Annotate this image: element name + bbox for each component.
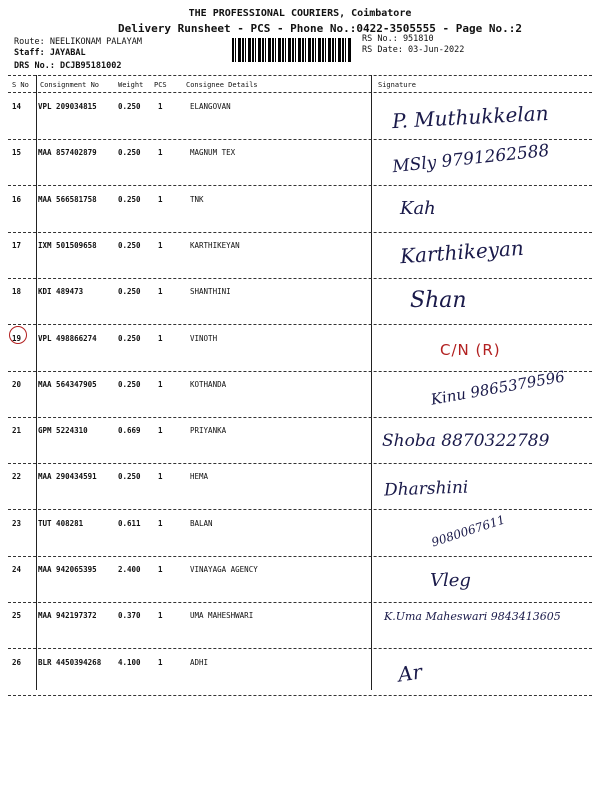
- consignment-number: IXM 501509658: [38, 240, 97, 250]
- table-row: [8, 234, 592, 279]
- row-sno: 17: [12, 240, 22, 250]
- consignee-name: ELANGOVAN: [190, 102, 231, 111]
- table-row: [8, 95, 592, 140]
- pcs-count: 1: [158, 102, 163, 111]
- signature: 9080067611: [429, 512, 507, 550]
- col-header-sno: S No: [12, 81, 29, 89]
- table-row: [8, 604, 592, 649]
- weight-value: 0.250: [118, 287, 141, 297]
- consignee-name: MAGNUM TEX: [190, 148, 236, 158]
- consignment-number: MAA 857402879: [38, 148, 97, 158]
- pcs-count: 1: [158, 518, 163, 528]
- col-header-weight: Weight: [118, 81, 144, 89]
- weight-value: 0.370: [118, 611, 141, 621]
- weight-value: 0.250: [118, 379, 141, 389]
- consignment-number: VPL 209034815: [38, 102, 97, 111]
- consignee-name: SHANTHINI: [190, 287, 231, 297]
- table-row: [8, 512, 592, 557]
- table-row: [8, 419, 592, 464]
- consignment-number: MAA 290434591: [38, 472, 97, 482]
- table-row: [8, 141, 592, 186]
- pcs-count: 1: [158, 611, 163, 621]
- consignee-name: KOTHANDA: [190, 379, 227, 389]
- row-sno: 15: [12, 148, 22, 158]
- consignment-number: MAA 566581758: [38, 194, 97, 204]
- weight-value: 2.400: [118, 565, 141, 574]
- document-title: THE PROFESSIONAL COURIERS, Coimbatore: [188, 8, 412, 19]
- row-sno: 14: [12, 102, 22, 111]
- weight-value: 0.250: [118, 148, 141, 158]
- consignee-name: TNK: [190, 194, 204, 204]
- weight-value: 0.250: [118, 102, 141, 111]
- table-row: [8, 558, 592, 603]
- weight-value: 0.250: [118, 472, 141, 482]
- consignee-name: ADHI: [190, 657, 209, 667]
- pcs-count: 1: [158, 565, 163, 574]
- row-sno: 18: [12, 287, 22, 297]
- signature: MSly 9791262588: [391, 141, 551, 178]
- runsheet-subtitle: Delivery Runsheet - PCS - Phone No.:0422-3505555 - Page No.:2: [118, 22, 522, 35]
- consignment-number: MAA 942065395: [38, 565, 97, 574]
- row-sno: 16: [12, 194, 22, 204]
- pcs-count: 1: [158, 287, 163, 297]
- pcs-count: 1: [158, 472, 163, 482]
- table-row: [8, 327, 592, 372]
- weight-value: 4.100: [118, 657, 141, 667]
- route-label: Route: NEELIKONAM PALAYAM: [14, 37, 142, 47]
- signature: K.Uma Maheswari 9843413605: [384, 610, 561, 624]
- row-sno: 24: [12, 565, 22, 574]
- weight-value: 0.250: [118, 333, 141, 343]
- consignment-number: TUT 408281: [38, 518, 84, 528]
- marked-circle: [9, 326, 27, 344]
- col-header-details: Consignee Details: [186, 81, 258, 89]
- consignee-name: KARTHIKEYAN: [190, 240, 240, 250]
- barcode-image: [232, 38, 352, 62]
- consignment-number: MAA 564347905: [38, 379, 97, 389]
- col-header-signature: Signature: [378, 81, 416, 89]
- row-sno: 26: [12, 657, 22, 667]
- consignee-name: VINAYAGA AGENCY: [190, 565, 258, 574]
- consignee-name: VINOTH: [190, 333, 218, 343]
- drs-number: DRS No.: DCJB95181002: [14, 61, 122, 71]
- signature: Kinu 9865379596: [429, 367, 567, 409]
- signature: Vleg: [430, 570, 471, 591]
- table-row: [8, 651, 592, 696]
- table-row: [8, 465, 592, 510]
- row-sno: 20: [12, 379, 22, 389]
- pcs-count: 1: [158, 333, 163, 343]
- consignment-number: GPM 5224310: [38, 426, 88, 436]
- row-sno: 25: [12, 611, 22, 621]
- divider-top: [8, 75, 592, 76]
- consignee-name: PRIYANKA: [190, 426, 227, 436]
- signature: Shan: [410, 288, 467, 314]
- signature: Shoba 8870322789: [382, 431, 550, 452]
- signature: C/N (R): [440, 340, 501, 359]
- table-row: [8, 280, 592, 325]
- signature: Dharshini: [383, 477, 469, 501]
- row-sno: 23: [12, 518, 22, 528]
- row-sno: 21: [12, 426, 22, 436]
- pcs-count: 1: [158, 426, 163, 436]
- table-row: [8, 367, 592, 418]
- consignment-number: VPL 498866274: [38, 333, 97, 343]
- signature: Kah: [400, 197, 436, 219]
- consignment-number: KDI 489473: [38, 287, 84, 297]
- pcs-count: 1: [158, 194, 163, 204]
- pcs-count: 1: [158, 240, 163, 250]
- divider-header: [8, 92, 592, 93]
- weight-value: 0.250: [118, 194, 141, 204]
- signature: Ar: [396, 659, 424, 687]
- rs-number: RS No.: 951810: [362, 34, 434, 44]
- table-row: [8, 188, 592, 233]
- pcs-count: 1: [158, 148, 163, 158]
- staff-label: Staff: JAYABAL: [14, 48, 86, 58]
- rs-date: RS Date: 03-Jun-2022: [362, 45, 465, 55]
- weight-value: 0.250: [118, 240, 141, 250]
- consignee-name: UMA MAHESHWARI: [190, 611, 254, 621]
- consignment-number: BLR 4450394268: [38, 657, 102, 667]
- row-sno: 22: [12, 472, 22, 482]
- signature: P. Muthukkelan: [391, 100, 550, 134]
- consignee-name: BALAN: [190, 518, 213, 528]
- weight-value: 0.611: [118, 518, 141, 528]
- pcs-count: 1: [158, 379, 163, 389]
- consignee-name: HEMA: [190, 472, 209, 482]
- signature: Karthikeyan: [399, 235, 525, 269]
- col-header-consignment: Consignment No: [40, 81, 100, 89]
- pcs-count: 1: [158, 657, 163, 667]
- col-header-pcs: PCS: [154, 81, 167, 89]
- consignment-number: MAA 942197372: [38, 611, 97, 621]
- row-sno: 19: [12, 333, 22, 343]
- weight-value: 0.669: [118, 426, 141, 436]
